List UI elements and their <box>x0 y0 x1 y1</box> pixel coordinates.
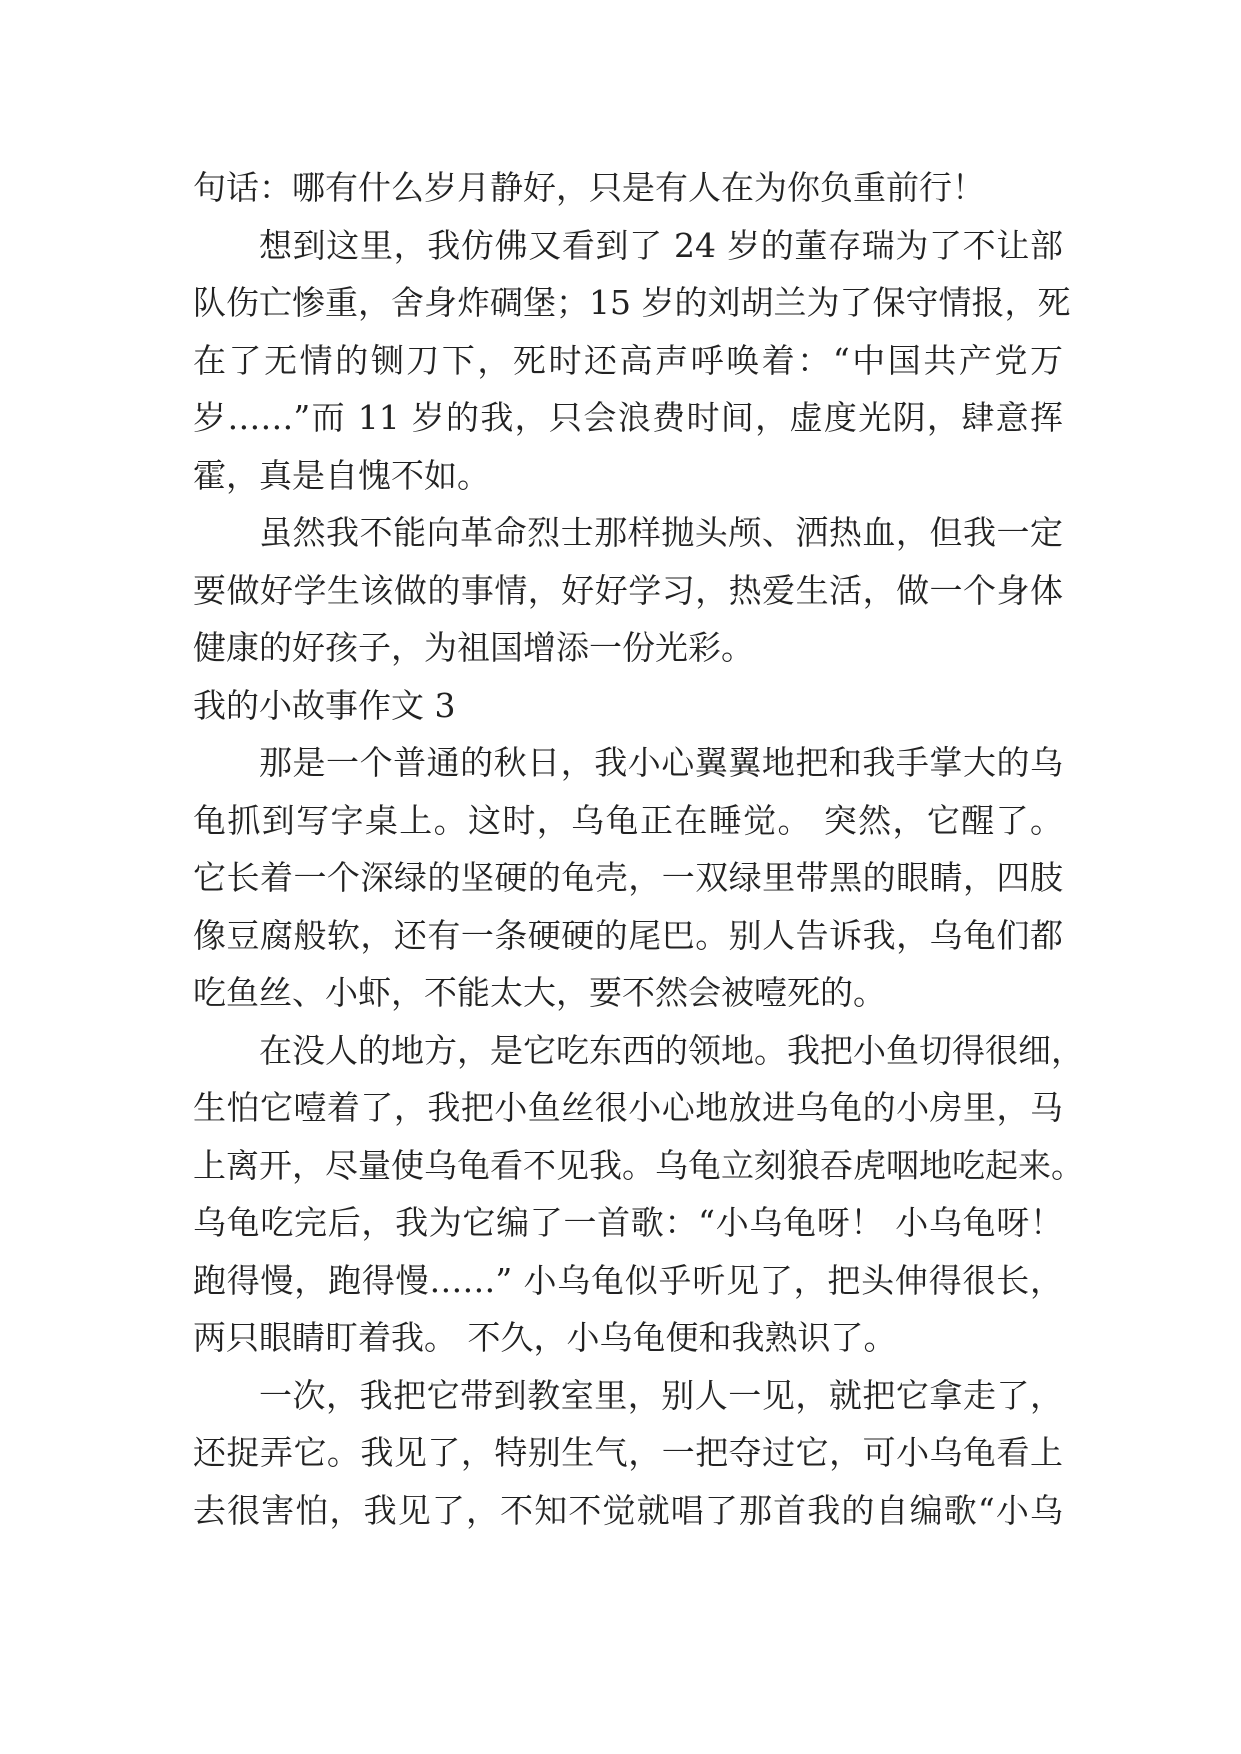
text-line: 要做好学生该做的事情，好好学习，热爱生活，做一个身体 <box>193 570 1063 610</box>
text-line: 健康的好孩子，为祖国增添一份光彩。 <box>193 628 754 667</box>
text-line: 跑得慢，跑得慢……” 小乌龟似乎听见了，把头伸得很长， <box>193 1260 1063 1300</box>
text-line: 去很害怕，我见了，不知不觉就唱了那首我的自编歌“小乌 <box>193 1490 1063 1530</box>
text-line: 上离开，尽量使乌龟看不见我。乌龟立刻狼吞虎咽地吃起来。 <box>193 1145 1084 1185</box>
paragraph-first-line: 虽然我不能向革命烈士那样抛头颅、洒热血，但我一定 <box>259 513 1063 552</box>
text-line: 生怕它噎着了，我把小鱼丝很小心地放进乌龟的小房里，马 <box>193 1088 1063 1127</box>
text-line: 霍，真是自愧不如。 <box>193 455 490 495</box>
text-line: 龟抓到写字桌上。这时，乌龟正在睡觉。 突然，它醒了。 <box>193 800 1063 840</box>
paragraph-first-line: 一次，我把它带到教室里，别人一见，就把它拿走了， <box>259 1375 1063 1415</box>
text-line: 岁……”而 11 岁的我，只会浪费时间，虚度光阴，肆意挥 <box>193 398 1063 437</box>
text-line: 它长着一个深绿的坚硬的龟壳，一双绿里带黑的眼睛，四肢 <box>193 858 1063 897</box>
document-body <box>193 159 1084 1539</box>
section-heading: 我的小故事作文 3 <box>193 685 456 725</box>
text-line: 乌龟吃完后，我为它编了一首歌：“小乌龟呀！ 小乌龟呀！ <box>193 1203 1063 1242</box>
text-line: 句话：哪有什么岁月静好，只是有人在为你负重前行！ <box>193 168 985 207</box>
paragraph-first-line: 那是一个普通的秋日，我小心翼翼地把和我手掌大的乌 <box>259 743 1063 782</box>
paragraph-first-line: 想到这里，我仿佛又看到了 24 岁的董存瑞为了不让部 <box>259 225 1063 265</box>
text-line: 吃鱼丝、小虾，不能太大，要不然会被噎死的。 <box>193 973 886 1012</box>
text-line: 两只眼睛盯着我。 不久，小乌龟便和我熟识了。 <box>193 1318 897 1357</box>
text-line: 在了无情的铡刀下，死时还高声呼唤着：“中国共产党万 <box>193 340 1063 380</box>
text-line: 队伤亡惨重，舍身炸碉堡；15 岁的刘胡兰为了保守情报，死 <box>193 283 1071 322</box>
text-line: 还捉弄它。我见了，特别生气，一把夺过它，可小乌龟看上 <box>193 1433 1063 1472</box>
paragraph-first-line: 在没人的地方，是它吃东西的领地。我把小鱼切得很细， <box>259 1030 1084 1070</box>
text-line: 像豆腐般软，还有一条硬硬的尾巴。别人告诉我，乌龟们都 <box>193 915 1063 955</box>
